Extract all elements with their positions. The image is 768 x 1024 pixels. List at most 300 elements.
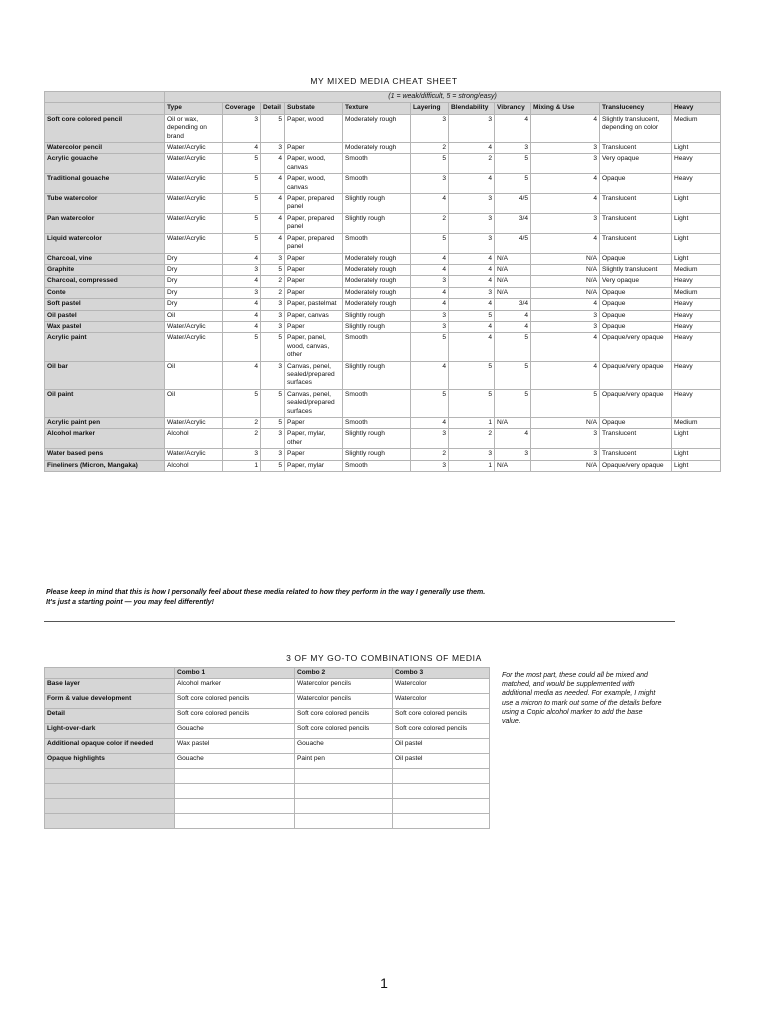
media-name-cell: Tube watercolor (45, 194, 165, 214)
cell-vibrancy: N/A (495, 287, 531, 298)
combo-row-label: Form & value development (45, 694, 175, 709)
cell-translucency: Opaque (600, 174, 672, 194)
col-header-blendability: Blendability (449, 103, 495, 114)
combo-cell (295, 769, 393, 784)
cell-detail: 3 (261, 310, 285, 321)
cell-vibrancy: 4 (495, 429, 531, 449)
combo-cell: Soft core colored pencils (393, 709, 490, 724)
combinations-table (44, 667, 490, 829)
cell-blend: 4 (449, 276, 495, 287)
cell-layering: 2 (411, 213, 449, 233)
cell-blend: 2 (449, 429, 495, 449)
combo-cell (175, 799, 295, 814)
cell-mixing: N/A (531, 460, 600, 471)
cell-weight: Heavy (672, 361, 721, 389)
cell-layering: 3 (411, 276, 449, 287)
cell-blend: 5 (449, 361, 495, 389)
media-cheat-sheet-table (44, 91, 721, 472)
cell-mixing: 4 (531, 194, 600, 214)
cell-weight: Heavy (672, 333, 721, 361)
cell-blend: 3 (449, 449, 495, 460)
cell-coverage: 4 (223, 299, 261, 310)
cell-substrate: Paper, wood, canvas (285, 154, 343, 174)
media-name-cell: Liquid watercolor (45, 233, 165, 253)
cell-weight: Heavy (672, 321, 721, 332)
cell-detail: 5 (261, 333, 285, 361)
cell-substrate: Paper (285, 253, 343, 264)
cell-layering: 4 (411, 287, 449, 298)
cell-translucency: Opaque/very opaque (600, 389, 672, 417)
cell-weight: Light (672, 429, 721, 449)
cell-texture: Slightly rough (343, 310, 411, 321)
cell-type: Dry (165, 287, 223, 298)
cell-detail: 3 (261, 449, 285, 460)
cell-vibrancy: 5 (495, 361, 531, 389)
cell-mixing: 3 (531, 321, 600, 332)
cell-weight: Heavy (672, 389, 721, 417)
cell-blend: 4 (449, 299, 495, 310)
table-row (45, 321, 721, 332)
cell-substrate: Paper (285, 264, 343, 275)
cell-texture: Smooth (343, 389, 411, 417)
cell-substrate: Paper (285, 418, 343, 429)
cell-weight: Light (672, 460, 721, 471)
cell-mixing: 3 (531, 310, 600, 321)
cell-layering: 3 (411, 310, 449, 321)
cell-mixing: 4 (531, 233, 600, 253)
cell-coverage: 5 (223, 174, 261, 194)
table-row (45, 264, 721, 275)
combo-cell: Watercolor pencils (295, 679, 393, 694)
table-row (45, 194, 721, 214)
cell-vibrancy: N/A (495, 460, 531, 471)
cell-type: Alcohol (165, 460, 223, 471)
cell-layering: 4 (411, 418, 449, 429)
cell-translucency: Translucent (600, 194, 672, 214)
cell-texture: Moderately rough (343, 253, 411, 264)
combo-cell: Oil pastel (393, 754, 490, 769)
cell-detail: 5 (261, 114, 285, 142)
cell-detail: 4 (261, 194, 285, 214)
combo-row (45, 754, 490, 769)
cell-vibrancy: 4/5 (495, 194, 531, 214)
cell-blend: 4 (449, 174, 495, 194)
cell-layering: 4 (411, 194, 449, 214)
cell-vibrancy: 4 (495, 321, 531, 332)
table-row (45, 143, 721, 154)
media-name-cell: Oil paint (45, 389, 165, 417)
media-name-cell: Acrylic gouache (45, 154, 165, 174)
media-name-cell: Pan watercolor (45, 213, 165, 233)
cell-detail: 3 (261, 321, 285, 332)
cell-substrate: Paper (285, 321, 343, 332)
cell-layering: 5 (411, 154, 449, 174)
combo-cell: Soft core colored pencils (295, 724, 393, 739)
table-row (45, 429, 721, 449)
table-row (45, 114, 721, 142)
cell-layering: 4 (411, 253, 449, 264)
cell-coverage: 5 (223, 389, 261, 417)
disclaimer (46, 588, 686, 607)
media-name-cell: Oil bar (45, 361, 165, 389)
combo-cell: Gouache (295, 739, 393, 754)
cell-weight: Heavy (672, 276, 721, 287)
cell-translucency: Opaque/very opaque (600, 333, 672, 361)
col-header-substrate: Substate (285, 103, 343, 114)
cell-substrate: Paper, canvas (285, 310, 343, 321)
cell-vibrancy: N/A (495, 276, 531, 287)
cell-weight: Light (672, 253, 721, 264)
cell-blend: 3 (449, 287, 495, 298)
combo-cell: Alcohol marker (175, 679, 295, 694)
corner-cell (45, 103, 165, 114)
cell-weight: Heavy (672, 299, 721, 310)
cell-mixing: 4 (531, 299, 600, 310)
page-title: MY MIXED MEDIA CHEAT SHEET (310, 76, 458, 86)
cell-texture: Moderately rough (343, 114, 411, 142)
media-name-cell: Acrylic paint pen (45, 418, 165, 429)
cell-translucency: Translucent (600, 449, 672, 460)
cell-texture: Slightly rough (343, 321, 411, 332)
divider-line (44, 621, 675, 622)
cell-coverage: 4 (223, 143, 261, 154)
combo-cell (393, 799, 490, 814)
cell-detail: 3 (261, 253, 285, 264)
table-row (45, 299, 721, 310)
table-row (45, 310, 721, 321)
cell-layering: 3 (411, 321, 449, 332)
cell-translucency: Slightly translucent, depending on color (600, 114, 672, 142)
media-name-cell: Watercolor pencil (45, 143, 165, 154)
combo-header-row (45, 668, 490, 679)
cell-coverage: 5 (223, 154, 261, 174)
cell-vibrancy: 4/5 (495, 233, 531, 253)
cell-type: Water/Acrylic (165, 449, 223, 460)
cell-translucency: Opaque (600, 310, 672, 321)
cell-weight: Medium (672, 418, 721, 429)
cell-translucency: Opaque (600, 418, 672, 429)
cell-detail: 3 (261, 429, 285, 449)
col-header-heavy: Heavy (672, 103, 721, 114)
cell-type: Oil (165, 389, 223, 417)
col-header-translucency: Translucency (600, 103, 672, 114)
combo-cell: Soft core colored pencils (393, 724, 490, 739)
media-name-cell: Wax pastel (45, 321, 165, 332)
cell-type: Water/Acrylic (165, 194, 223, 214)
cell-substrate: Paper, wood (285, 114, 343, 142)
col-header-vibrancy: Vibrancy (495, 103, 531, 114)
cell-detail: 3 (261, 143, 285, 154)
cell-blend: 4 (449, 264, 495, 275)
cell-type: Water/Acrylic (165, 154, 223, 174)
cell-substrate: Paper, prepared panel (285, 213, 343, 233)
combo-cell: Soft core colored pencils (295, 709, 393, 724)
combo-header-2: Combo 2 (295, 668, 393, 679)
media-name-cell: Fineliners (Micron, Mangaka) (45, 460, 165, 471)
cell-weight: Heavy (672, 174, 721, 194)
cell-texture: Slightly rough (343, 429, 411, 449)
cell-type: Oil or wax, depending on brand (165, 114, 223, 142)
combo-cell: Soft core colored pencils (175, 709, 295, 724)
side-note: For the most part, these could all be mixed and matched, and would be supplemented with additional media as needed. For example, I might use a micron to mark out some of the details before using a Copic alcohol marker to add the base value. (502, 672, 662, 726)
cell-weight: Medium (672, 287, 721, 298)
media-name-cell: Soft pastel (45, 299, 165, 310)
cell-type: Oil (165, 310, 223, 321)
cell-layering: 2 (411, 449, 449, 460)
combo-cell: Watercolor pencils (295, 694, 393, 709)
cell-weight: Light (672, 143, 721, 154)
cell-translucency: Opaque (600, 321, 672, 332)
cell-coverage: 4 (223, 321, 261, 332)
combo-cell (393, 784, 490, 799)
cell-translucency: Opaque (600, 299, 672, 310)
col-header-detail: Detail (261, 103, 285, 114)
combo-cell: Gouache (175, 754, 295, 769)
cell-blend: 4 (449, 253, 495, 264)
cell-texture: Moderately rough (343, 299, 411, 310)
cell-substrate: Paper (285, 449, 343, 460)
combo-row (45, 814, 490, 829)
media-name-cell: Graphite (45, 264, 165, 275)
cell-substrate: Paper (285, 143, 343, 154)
combo-row-label (45, 769, 175, 784)
table-row (45, 287, 721, 298)
cell-coverage: 3 (223, 264, 261, 275)
cell-blend: 5 (449, 310, 495, 321)
cell-blend: 4 (449, 333, 495, 361)
cell-vibrancy: 5 (495, 154, 531, 174)
cell-detail: 2 (261, 276, 285, 287)
combo-row (45, 694, 490, 709)
cell-mixing: N/A (531, 253, 600, 264)
cell-type: Dry (165, 276, 223, 287)
cell-blend: 3 (449, 213, 495, 233)
col-header-texture: Texture (343, 103, 411, 114)
cell-coverage: 4 (223, 253, 261, 264)
cell-texture: Slightly rough (343, 361, 411, 389)
cell-substrate: Paper (285, 287, 343, 298)
cell-coverage: 5 (223, 333, 261, 361)
cell-vibrancy: 4 (495, 114, 531, 142)
combo-row-label: Detail (45, 709, 175, 724)
cell-mixing: 4 (531, 333, 600, 361)
combo-row (45, 679, 490, 694)
media-name-cell: Conte (45, 287, 165, 298)
combo-row-label (45, 814, 175, 829)
cell-translucency: Opaque/very opaque (600, 361, 672, 389)
cell-layering: 3 (411, 114, 449, 142)
table-row (45, 449, 721, 460)
cell-mixing: 5 (531, 389, 600, 417)
cell-coverage: 4 (223, 310, 261, 321)
cell-layering: 5 (411, 233, 449, 253)
cell-substrate: Paper, prepared panel (285, 194, 343, 214)
cell-weight: Light (672, 213, 721, 233)
header-row (45, 103, 721, 114)
col-header-mixing: Mixing & Use (531, 103, 600, 114)
cell-mixing: N/A (531, 418, 600, 429)
cell-vibrancy: 5 (495, 389, 531, 417)
cell-coverage: 1 (223, 460, 261, 471)
cell-texture: Smooth (343, 233, 411, 253)
cell-type: Dry (165, 253, 223, 264)
cell-layering: 4 (411, 361, 449, 389)
cell-texture: Smooth (343, 460, 411, 471)
cell-detail: 5 (261, 389, 285, 417)
cell-translucency: Opaque/very opaque (600, 460, 672, 471)
cell-mixing: N/A (531, 287, 600, 298)
combo-header-1: Combo 1 (175, 668, 295, 679)
cell-blend: 1 (449, 418, 495, 429)
cell-layering: 4 (411, 264, 449, 275)
cell-coverage: 4 (223, 276, 261, 287)
table-row (45, 389, 721, 417)
combo-cell (295, 784, 393, 799)
combo-row-label (45, 799, 175, 814)
cell-coverage: 5 (223, 233, 261, 253)
combo-row (45, 739, 490, 754)
cell-mixing: 4 (531, 174, 600, 194)
cell-blend: 4 (449, 143, 495, 154)
cell-coverage: 3 (223, 114, 261, 142)
table-row (45, 418, 721, 429)
combo-cell: Wax pastel (175, 739, 295, 754)
cell-weight: Light (672, 233, 721, 253)
cell-blend: 2 (449, 154, 495, 174)
combo-cell (295, 814, 393, 829)
cell-mixing: N/A (531, 276, 600, 287)
cell-type: Dry (165, 264, 223, 275)
cell-detail: 4 (261, 154, 285, 174)
cell-type: Water/Acrylic (165, 321, 223, 332)
cell-texture: Moderately rough (343, 287, 411, 298)
cell-blend: 5 (449, 389, 495, 417)
cell-coverage: 2 (223, 418, 261, 429)
cell-mixing: 4 (531, 361, 600, 389)
cell-translucency: Opaque (600, 287, 672, 298)
cell-vibrancy: 3/4 (495, 299, 531, 310)
combo-cell: Watercolor (393, 694, 490, 709)
cell-coverage: 5 (223, 194, 261, 214)
combo-cell: Soft core colored pencils (175, 694, 295, 709)
cell-weight: Medium (672, 114, 721, 142)
cell-mixing: 3 (531, 429, 600, 449)
cell-mixing: 3 (531, 143, 600, 154)
combo-cell: Paint pen (295, 754, 393, 769)
cell-detail: 2 (261, 287, 285, 298)
cell-translucency: Translucent (600, 143, 672, 154)
col-header-coverage: Coverage (223, 103, 261, 114)
cell-substrate: Paper, prepared panel (285, 233, 343, 253)
cell-weight: Light (672, 194, 721, 214)
cell-substrate: Paper, wood, canvas (285, 174, 343, 194)
cell-layering: 3 (411, 174, 449, 194)
cell-vibrancy: 3 (495, 449, 531, 460)
cell-vibrancy: N/A (495, 253, 531, 264)
cell-coverage: 3 (223, 287, 261, 298)
cell-layering: 5 (411, 389, 449, 417)
cell-vibrancy: N/A (495, 264, 531, 275)
combo-cell (175, 769, 295, 784)
col-header-type: Type (165, 103, 223, 114)
cell-translucency: Translucent (600, 429, 672, 449)
cell-translucency: Slightly translucent (600, 264, 672, 275)
cell-type: Water/Acrylic (165, 143, 223, 154)
cell-coverage: 2 (223, 429, 261, 449)
cell-layering: 2 (411, 143, 449, 154)
cell-detail: 5 (261, 460, 285, 471)
cell-type: Water/Acrylic (165, 213, 223, 233)
cell-type: Water/Acrylic (165, 233, 223, 253)
cell-layering: 3 (411, 429, 449, 449)
cell-mixing: 3 (531, 154, 600, 174)
cell-coverage: 3 (223, 449, 261, 460)
scale-note: (1 = weak/difficult, 5 = strong/easy) (165, 92, 721, 103)
media-name-cell: Traditional gouache (45, 174, 165, 194)
media-name-cell: Charcoal, vine (45, 253, 165, 264)
combo-corner-cell (45, 668, 175, 679)
cell-vibrancy: 4 (495, 310, 531, 321)
cell-type: Alcohol (165, 429, 223, 449)
cell-vibrancy: 5 (495, 333, 531, 361)
media-name-cell: Acrylic paint (45, 333, 165, 361)
cell-mixing: N/A (531, 264, 600, 275)
combo-cell (175, 784, 295, 799)
table-row (45, 361, 721, 389)
cell-detail: 4 (261, 233, 285, 253)
cell-blend: 3 (449, 114, 495, 142)
table-row (45, 174, 721, 194)
cell-layering: 3 (411, 460, 449, 471)
combo-row-label (45, 784, 175, 799)
combo-row (45, 784, 490, 799)
table-row (45, 213, 721, 233)
cell-mixing: 3 (531, 213, 600, 233)
table-row (45, 253, 721, 264)
cell-weight: Medium (672, 264, 721, 275)
cell-substrate: Paper, mylar (285, 460, 343, 471)
cell-type: Oil (165, 361, 223, 389)
cell-detail: 5 (261, 418, 285, 429)
combo-header-3: Combo 3 (393, 668, 490, 679)
table-row (45, 233, 721, 253)
combo-row (45, 709, 490, 724)
cell-substrate: Paper (285, 276, 343, 287)
cell-detail: 3 (261, 299, 285, 310)
combo-row-label: Opaque highlights (45, 754, 175, 769)
cell-blend: 4 (449, 321, 495, 332)
combo-cell (393, 769, 490, 784)
cell-vibrancy: 3 (495, 143, 531, 154)
media-name-cell: Oil pastel (45, 310, 165, 321)
cell-texture: Smooth (343, 333, 411, 361)
cell-blend: 1 (449, 460, 495, 471)
combo-row-label: Light-over-dark (45, 724, 175, 739)
col-header-layering: Layering (411, 103, 449, 114)
cell-substrate: Paper, panel, wood, canvas, other (285, 333, 343, 361)
cell-type: Water/Acrylic (165, 333, 223, 361)
cell-substrate: Canvas, penel, sealed/prepared surfaces (285, 361, 343, 389)
combo-cell: Oil pastel (393, 739, 490, 754)
media-name-cell: Soft core colored pencil (45, 114, 165, 142)
media-name-cell: Charcoal, compressed (45, 276, 165, 287)
cell-weight: Heavy (672, 310, 721, 321)
cell-weight: Light (672, 449, 721, 460)
cell-detail: 5 (261, 264, 285, 275)
cell-translucency: Translucent (600, 233, 672, 253)
combo-cell (393, 814, 490, 829)
table-row (45, 460, 721, 471)
